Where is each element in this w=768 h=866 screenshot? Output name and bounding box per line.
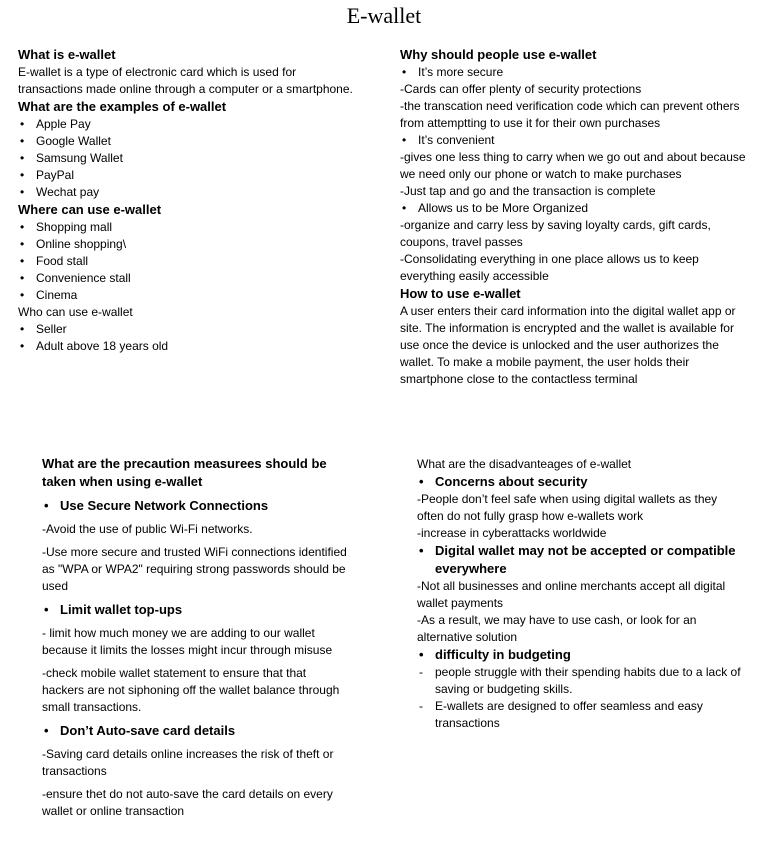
organized-text-1: -organize and carry less by saving loyalty cards, gift cards, coupons, travel passes [400, 218, 711, 249]
how-text: A user enters their card information into the digital wallet app or site. The information is encrypted and the wallet is available for use once the device is unlocked and the user authorizes the wallet. To make a mobile payment, the user holds their smartphone close to the contactless terminal [400, 304, 736, 386]
precaution-heading: What are the precaution measurees should be taken when using e-wallet [42, 456, 327, 489]
section-why-use [400, 46, 746, 388]
list-item: - people struggle with their spending habits due to a lack of saving or budgeting skills. [417, 664, 747, 698]
page-title: E-wallet [346, 3, 422, 28]
autosave-bullet: • Don’t Auto-save card details [42, 722, 348, 740]
examples-heading: What are the examples of e-wallet [18, 99, 227, 114]
list-item: • Food stall [18, 253, 358, 270]
secure-bullet: • It’s more secure [400, 64, 746, 81]
why-heading: Why should people use e-wallet [400, 47, 597, 62]
section-precautions [42, 455, 348, 820]
budget-list [417, 664, 747, 732]
list-item: • Cinema [18, 287, 358, 304]
network-text-2: -Use more secure and trusted WiFi connections identified as "WPA or WPA2" requiring strong passwords should be used [42, 545, 347, 593]
list-item: • Google Wallet [18, 133, 358, 150]
secure-text-2: -the transcation need verification code which can prevent others from attemptting to use it for their own purchases [400, 99, 740, 130]
list-item: • PayPal [18, 167, 358, 184]
list-item: • Samsung Wallet [18, 150, 358, 167]
network-text-1: -Avoid the use of public Wi-Fi networks. [42, 522, 253, 536]
what-heading: What is e-wallet [18, 47, 116, 62]
list-item: • Apple Pay [18, 116, 358, 133]
list-item: • Convenience stall [18, 270, 358, 287]
convenient-text-1: -gives one less thing to carry when we go out and about because we need only our phone or watch to make purchases [400, 150, 746, 181]
security-text-1: -People don’t feel safe when using digital wallets as they often do not fully grasp how e-wallets work [417, 492, 718, 523]
list-item: • Online shopping\ [18, 236, 358, 253]
who-list [18, 321, 358, 355]
organized-bullet: • Allows us to be More Organized [400, 200, 746, 217]
section-what-is [18, 46, 358, 355]
convenient-bullet: • It’s convenient [400, 132, 746, 149]
who-heading: Who can use e-wallet [18, 305, 133, 319]
list-item: • Adult above 18 years old [18, 338, 358, 355]
autosave-text-2: -ensure thet do not auto-save the card details on every wallet or online transaction [42, 787, 333, 818]
list-item: • Wechat pay [18, 184, 358, 201]
examples-list [18, 116, 358, 201]
security-text-2: -increase in cyberattacks worldwide [417, 526, 607, 540]
what-text: E-wallet is a type of electronic card which is used for transactions made online through a computer or a smartphone. [18, 65, 353, 96]
list-item: • Shopping mall [18, 219, 358, 236]
section-disadvantages [417, 456, 747, 732]
organized-text-2: -Consolidating everything in one place allows us to keep everything easily accessible [400, 252, 699, 283]
convenient-text-2: -Just tap and go and the transaction is complete [400, 184, 656, 198]
budget-bullet: • difficulty in budgeting [417, 646, 747, 664]
topup-text-1: - limit how much money we are adding to our wallet because it limits the losses might incur through misuse [42, 626, 333, 657]
network-bullet: • Use Secure Network Connections [42, 497, 348, 515]
how-heading: How to use e-wallet [400, 286, 521, 301]
topup-text-2: -check mobile wallet statement to ensure that that hackers are not siphoning off the wallet balance through small transactions. [42, 666, 340, 714]
security-bullet: • Concerns about security [417, 473, 747, 491]
accepted-text-1: -Not all businesses and online merchants accept all digital wallet payments [417, 579, 726, 610]
accepted-bullet: • Digital wallet may not be accepted or compatible everywhere [417, 542, 747, 578]
secure-text-1: -Cards can offer plenty of security protections [400, 82, 642, 96]
list-item: - E-wallets are designed to offer seamless and easy transactions [417, 698, 747, 732]
disadvantages-heading: What are the disadvanteages of e-wallet [417, 457, 632, 471]
topup-bullet: • Limit wallet top-ups [42, 601, 348, 619]
where-heading: Where can use e-wallet [18, 202, 162, 217]
list-item: • Seller [18, 321, 358, 338]
autosave-text-1: -Saving card details online increases the risk of theft or transactions [42, 747, 334, 778]
accepted-text-2: -As a result, we may have to use cash, or look for an alternative solution [417, 613, 697, 644]
where-list [18, 219, 358, 304]
